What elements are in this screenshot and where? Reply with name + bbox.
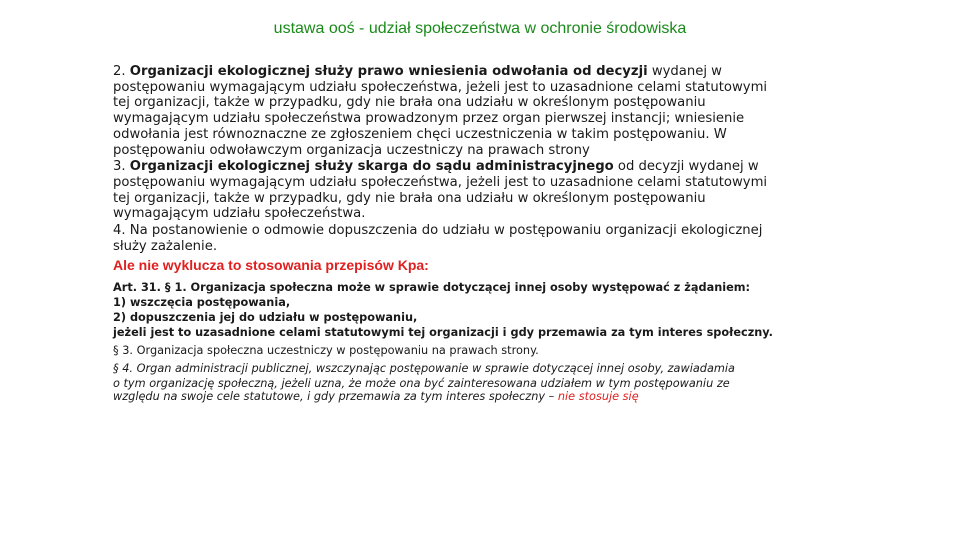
paragraph-2-line-1 xyxy=(113,64,848,80)
art-31-paragraph-4-red: nie stosuje się xyxy=(557,390,639,404)
art-31-paragraph-4-text: względu na swoje cele statutowe, i gdy przemawia za tym interes społeczny – xyxy=(113,390,558,404)
art-31-line: 1) wszczęcia postępowania, xyxy=(113,296,291,310)
paragraph-4 xyxy=(113,223,848,254)
art-31-paragraph-4-line-last xyxy=(113,390,848,403)
paragraph-2-number: 2. xyxy=(113,64,130,79)
paragraph-4-line: 4. Na postanowienie o odmowie dopuszczenia do udziału w postępowaniu organizacji ekologicznej xyxy=(113,223,763,239)
slide-title: ustawa ooś - udział społeczeństwa w ochronie środowiska xyxy=(273,20,687,37)
paragraph-2-line: postępowaniu wymagającym udziału społeczeństwa, jeżeli jest to uzasadnione celami statutowymi xyxy=(113,79,768,95)
art-31-line: Art. 31. § 1. Organizacja społeczna może w sprawie dotyczącej innej osoby występować z żądaniem: xyxy=(113,281,751,295)
art-31-paragraph-3: § 3. Organizacja społeczna uczestniczy w postępowaniu na prawach strony. xyxy=(113,344,539,358)
paragraph-2-line: postępowaniu odwoławczym organizacja uczestniczy na prawach strony xyxy=(113,142,590,158)
art-31-line: 2) dopuszczenia jej do udziału w postępowaniu, xyxy=(113,311,418,325)
paragraph-3-number: 3. xyxy=(113,159,130,175)
paragraph-3-line: tej organizacji, także w przypadku, gdy nie brała ona udziału w określonym postępowaniu xyxy=(113,190,706,206)
paragraph-2 xyxy=(113,64,848,158)
paragraph-2-line-1-rest: wydanej w xyxy=(647,64,722,79)
art-31-paragraph-4-line: o tym organizację społeczną, jeżeli uzna, że może ona być zainteresowana udziałem w tym postępowaniu ze xyxy=(113,377,730,391)
paragraph-3-line-1 xyxy=(113,159,848,175)
art-31-section xyxy=(113,280,848,340)
art-31-paragraph-4-line: § 4. Organ administracji publicznej, wszczynając postępowanie w sprawie dotyczącej innej osoby, zawiadamia xyxy=(113,362,735,376)
paragraph-2-line: wymagającym udziału społeczeństwa prowadzonym przez organ pierwszej instancji; wniesienie xyxy=(113,111,745,127)
paragraph-3 xyxy=(113,159,848,222)
paragraph-2-line: odwołania jest równoznaczne ze zgłoszeniem chęci uczestniczenia w takim postępowaniu. W xyxy=(113,126,727,142)
paragraph-3-line: wymagającym udziału społeczeństwa. xyxy=(113,206,366,222)
paragraph-3-line-1-rest: od decyzji wydanej w xyxy=(613,159,759,175)
art-31-line: jeżeli jest to uzasadnione celami statutowymi tej organizacji i gdy przemawia za tym interes społeczny. xyxy=(113,326,773,340)
paragraph-4-line: służy zażalenie. xyxy=(113,238,218,254)
slide-content xyxy=(113,64,848,403)
paragraph-3-bold: Organizacji ekologicznej służy skarga do sądu administracyjnego xyxy=(129,159,614,175)
kpa-heading: Ale nie wyklucza to stosowania przepisów Kpa: xyxy=(113,257,429,274)
art-31-paragraph-4 xyxy=(113,361,848,403)
paragraph-2-line: tej organizacji, także w przypadku, gdy nie brała ona udziału w określonym postępowaniu xyxy=(113,95,706,111)
paragraph-3-line: postępowaniu wymagającym udziału społeczeństwa, jeżeli jest to uzasadnione celami statutowymi xyxy=(113,174,768,190)
paragraph-2-bold: Organizacji ekologicznej służy prawo wniesienia odwołania od decyzji xyxy=(129,64,648,79)
